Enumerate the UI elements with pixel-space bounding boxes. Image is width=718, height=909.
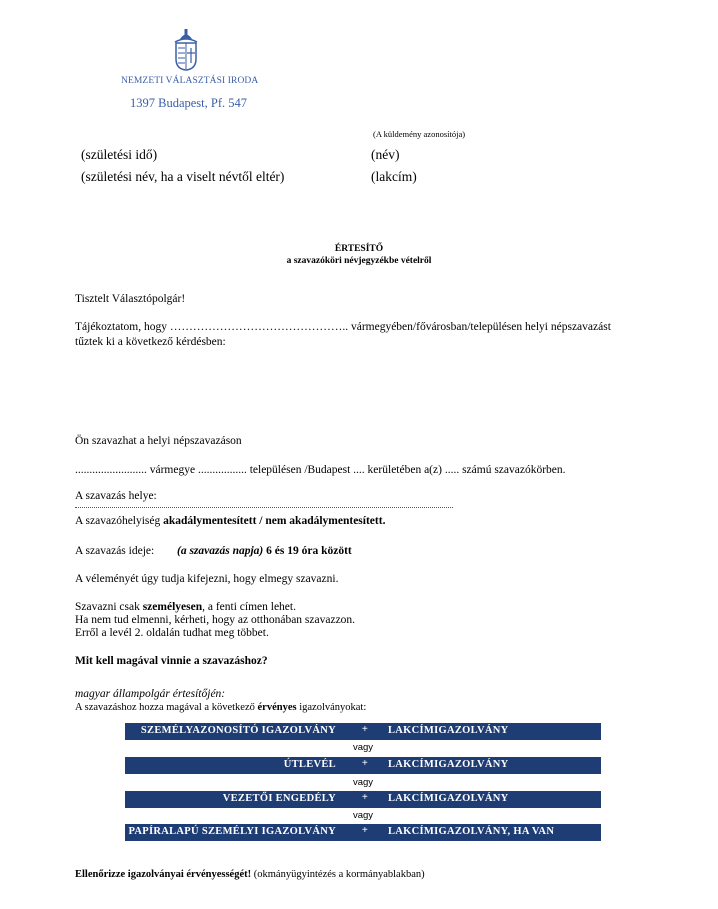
id-option-plus: + (361, 724, 369, 735)
district-line: ......................... vármegye ................. településen /Budapest .... kerületében a(z) ..... számú szavazókörben. (75, 464, 566, 476)
voting-hours: 6 és 19 óra között (263, 545, 352, 557)
can-vote-text: Ön szavazhat a helyi népszavazáson (75, 435, 242, 447)
accessibility-status: akadálymentesített / nem akadálymentesített. (163, 515, 386, 527)
validity-check-bold: Ellenőrizze igazolványai érvényességét! (75, 869, 252, 880)
id-option-left: PAPÍRALAPÚ SZEMÉLYI IGAZOLVÁNY (128, 826, 336, 837)
id-option-plus: + (361, 792, 369, 803)
id-option-left: SZEMÉLYAZONOSÍTÓ IGAZOLVÁNY (140, 725, 336, 736)
valid-bold: érvényes (257, 702, 297, 713)
id-option-right: LAKCÍMIGAZOLVÁNY (388, 759, 509, 770)
validity-check-line (75, 869, 425, 880)
or-separator: vagy (352, 742, 374, 753)
document-subtitle: a szavazóköri névjegyzékbe vételről (286, 256, 432, 266)
greeting: Tisztelt Választópolgár! (75, 293, 186, 305)
personal-bold: személyesen (142, 601, 203, 613)
valid-ids-line (75, 702, 366, 713)
id-option-right: LAKCÍMIGAZOLVÁNY, HA VAN (388, 826, 555, 837)
personal-prefix: Szavazni csak (75, 601, 143, 613)
or-separator: vagy (352, 810, 374, 821)
org-address: 1397 Budapest, Pf. 547 (130, 96, 248, 110)
personal-vote-line (75, 601, 296, 613)
personal-suffix: , a fenti címen lehet. (202, 601, 296, 613)
opinion-text: A véleményét úgy tudja kifejezni, hogy elmegy szavazni. (75, 573, 339, 585)
id-option-left: VEZETŐI ENGEDÉLY (222, 793, 336, 804)
name-field: (név) (371, 147, 400, 162)
home-vote-text: Ha nem tud elmenni, kérheti, hogy az otthonában szavazzon. (75, 614, 356, 626)
bring-heading: Mit kell magával vinnie a szavazáshoz? (75, 655, 268, 667)
id-option-bar (125, 824, 601, 841)
org-name: NEMZETI VÁLASZTÁSI IRODA (121, 76, 259, 86)
more-info-text: Erről a levél 2. oldalán tudhat meg többet. (75, 627, 269, 639)
valid-suffix: igazolványokat: (296, 702, 367, 713)
birth-date-field: (születési idő) (81, 147, 158, 162)
voting-time-label: A szavazás ideje: (75, 545, 155, 557)
intro-line-2: tűztek ki a következő kérdésben: (75, 336, 226, 348)
citizen-note: magyar állampolgár értesítőjén: (75, 688, 226, 700)
birth-name-field: (születési név, ha a viselt névtől eltér) (81, 169, 285, 184)
valid-prefix: A szavazáshoz hozza magával a következő (75, 702, 258, 713)
id-option-plus: + (361, 825, 369, 836)
address-field: (lakcím) (371, 169, 417, 184)
or-separator: vagy (352, 777, 374, 788)
id-option-right: LAKCÍMIGAZOLVÁNY (388, 725, 509, 736)
id-option-right: LAKCÍMIGAZOLVÁNY (388, 793, 509, 804)
coat-of-arms-icon (171, 29, 201, 71)
accessibility-prefix: A szavazóhelyiség (75, 515, 164, 527)
id-option-bar (125, 723, 601, 740)
document-title: ÉRTESÍTŐ (334, 244, 384, 254)
voting-day: (a szavazás napja) (177, 545, 264, 557)
id-option-left: ÚTLEVÉL (283, 759, 336, 770)
voting-time-value (177, 545, 352, 557)
id-option-bar (125, 757, 601, 774)
accessibility-line (75, 515, 385, 527)
id-option-plus: + (361, 758, 369, 769)
validity-check-rest: (okmányügyintézés a kormányablakban) (251, 869, 425, 880)
voting-place-label: A szavazás helye: (75, 490, 157, 502)
id-option-bar (125, 791, 601, 808)
shipment-id-label: (A küldemény azonosítója) (373, 129, 466, 139)
intro-line-1: Tájékoztatom, hogy ……………………………………….. vármegyében/fővárosban/településen helyi népszavazást (75, 321, 611, 333)
voting-place-dotted-line (75, 507, 453, 508)
